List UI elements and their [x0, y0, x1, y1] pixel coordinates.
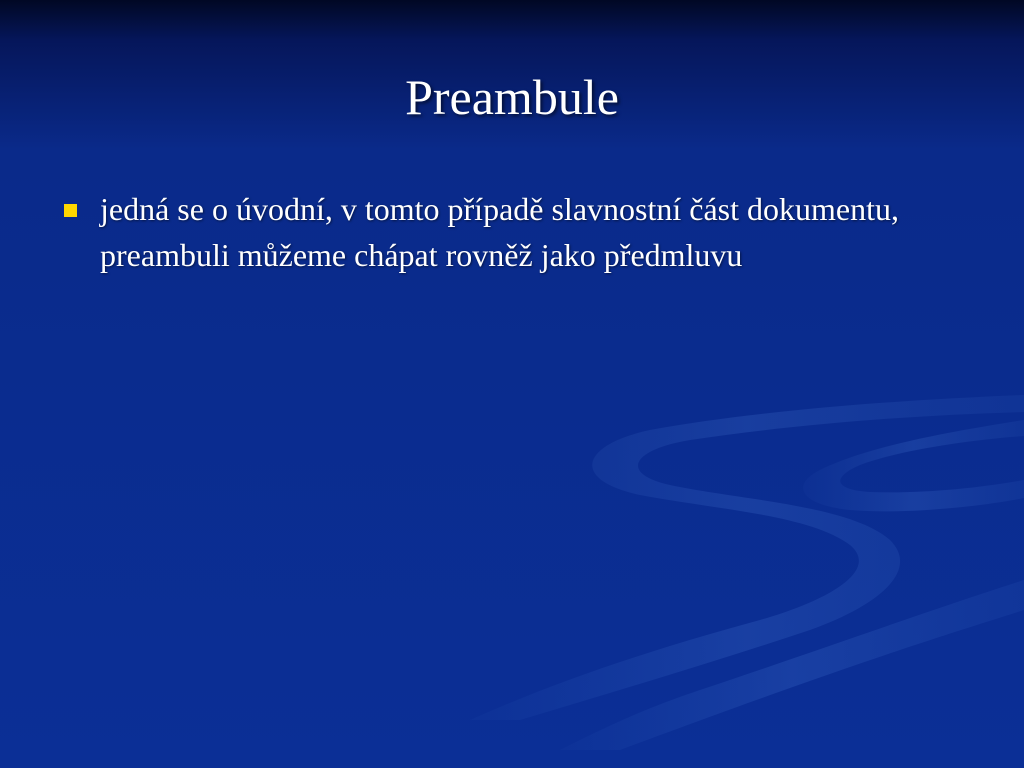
- bullet-list: [56, 186, 916, 278]
- square-bullet-icon: [64, 204, 77, 217]
- bullet-text: jedná se o úvodní, v tomto případě slavnostní část dokumentu, preambuli můžeme chápat rovněž jako předmluvu: [100, 191, 899, 273]
- slide-title: Preambule: [405, 69, 619, 125]
- list-item: [56, 186, 916, 278]
